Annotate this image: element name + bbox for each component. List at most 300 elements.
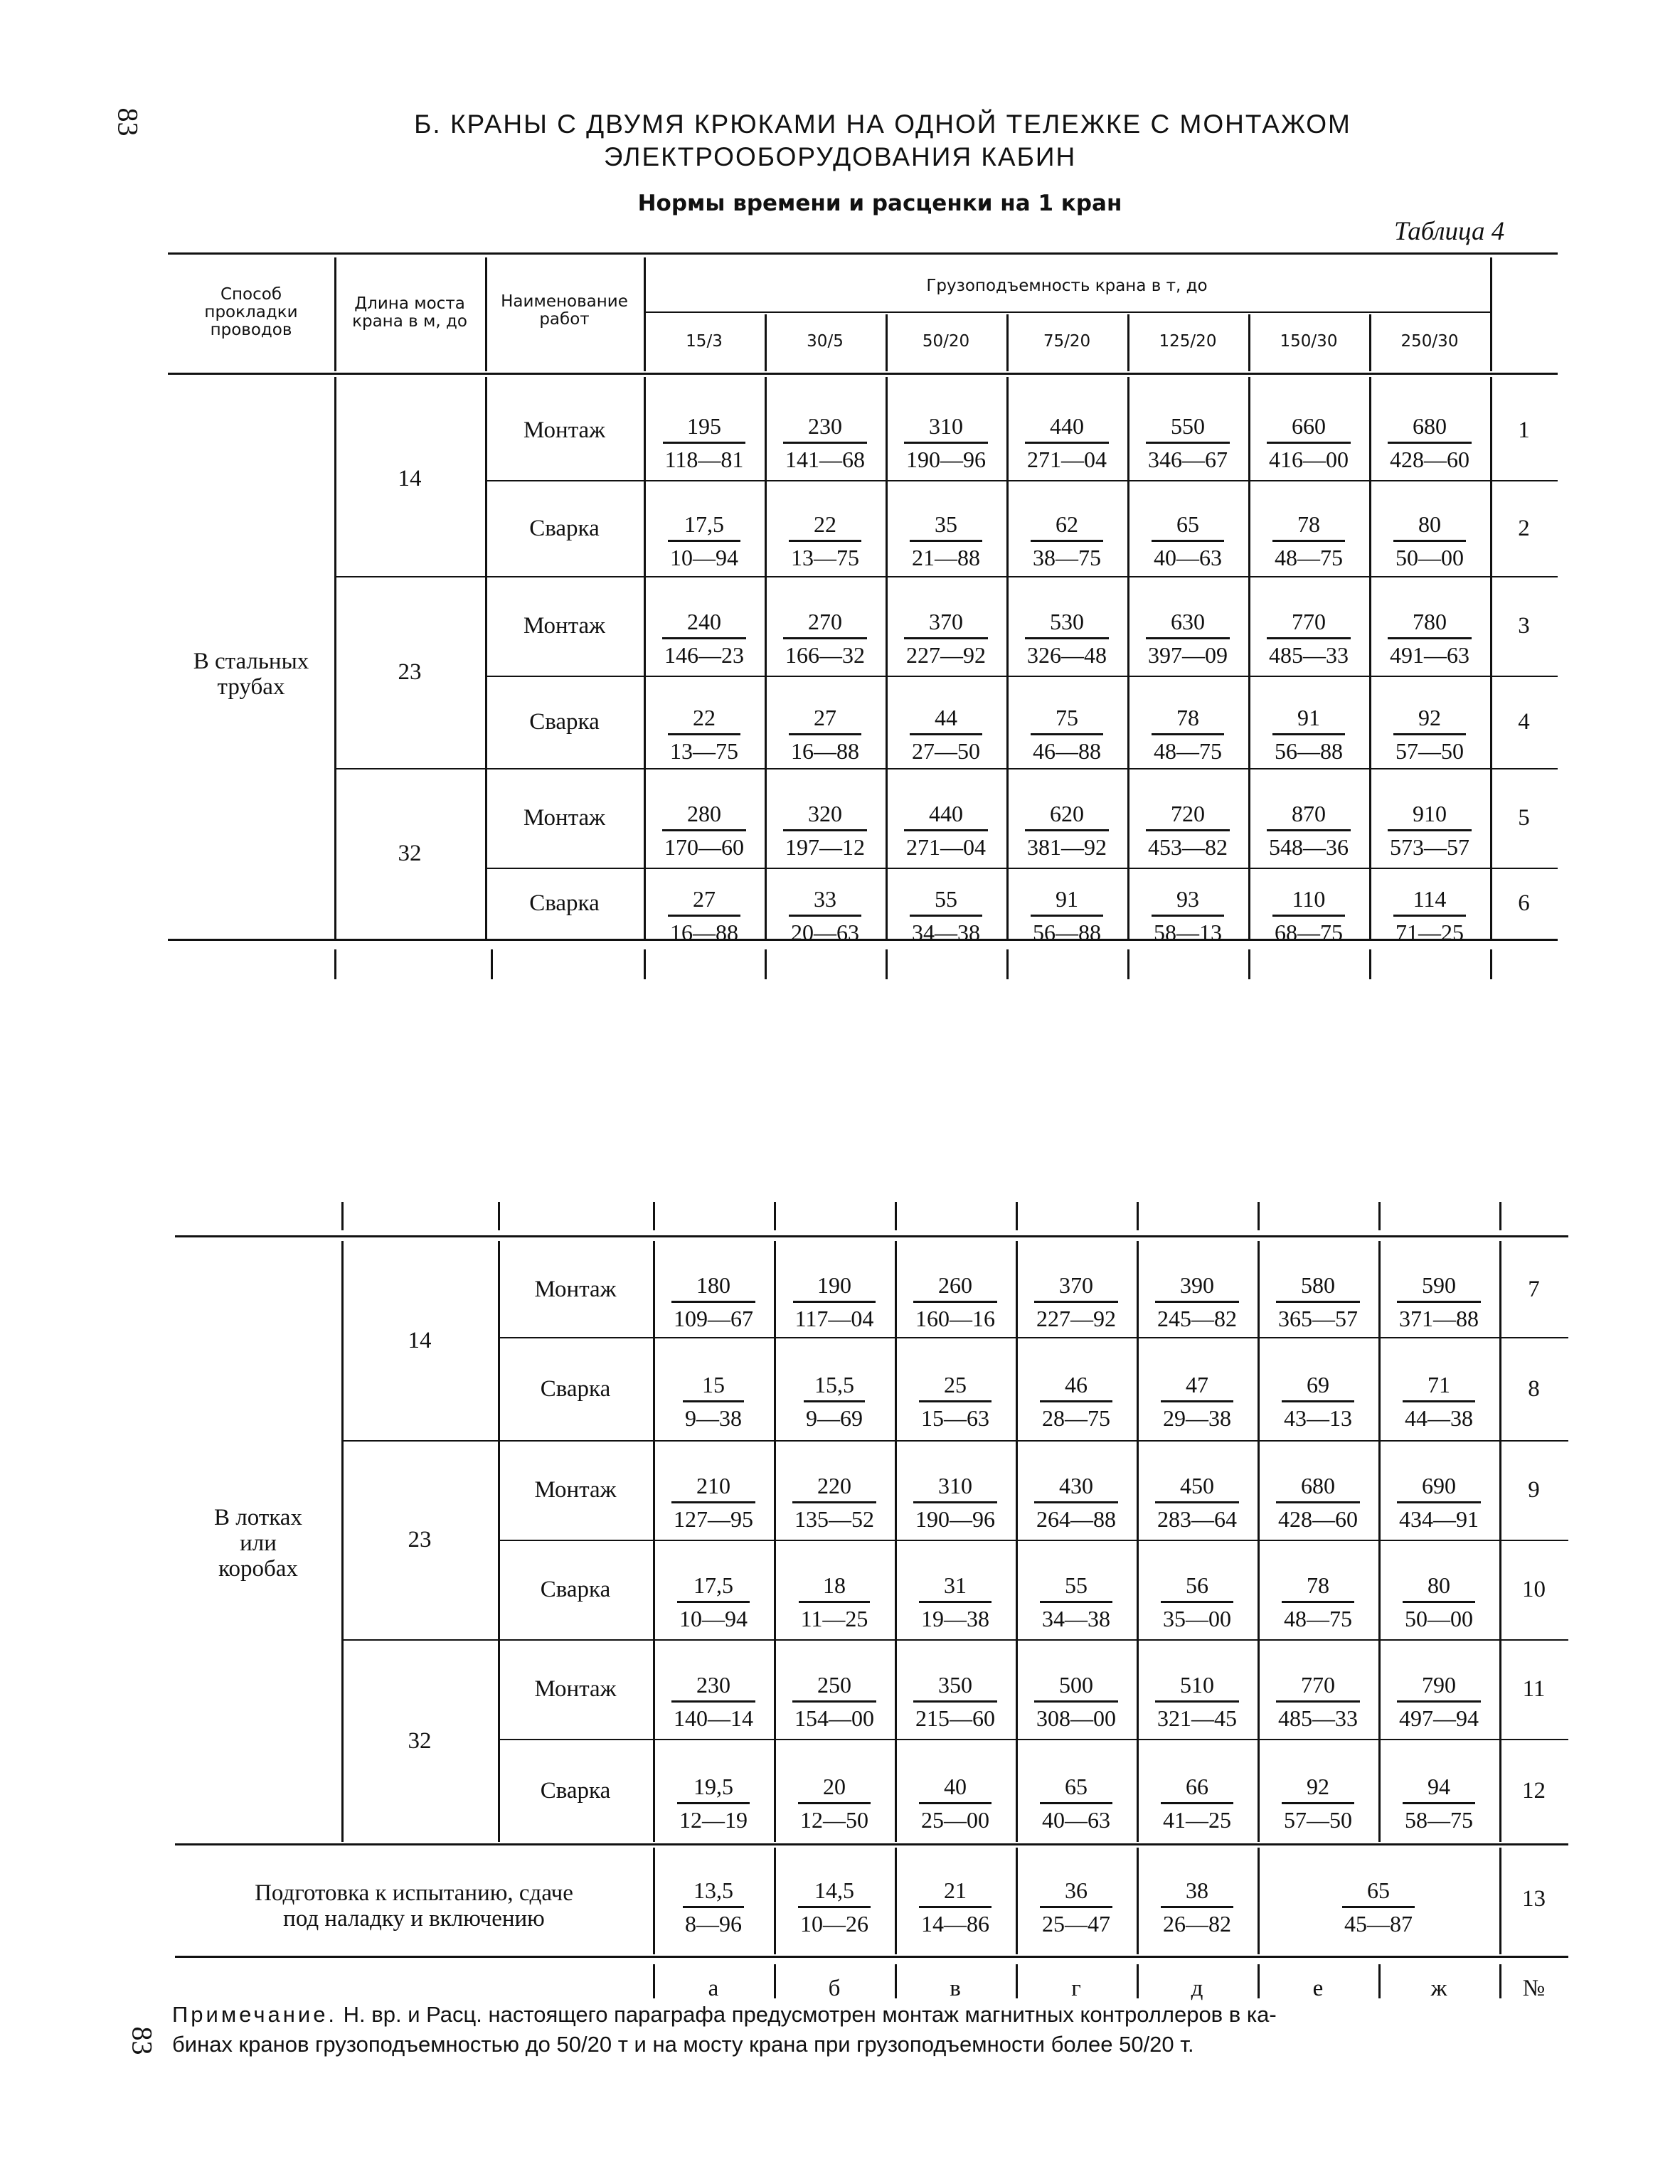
rule [644,949,646,979]
cell-rate: 573—57 [1388,829,1472,863]
rule [485,676,1558,677]
footnote-line1: Н. вр. и Расц. настоящего параграфа предусмотрен монтаж магнитных контроллеров в ка- [337,2002,1277,2027]
table-cell-merged [1258,1875,1499,1939]
cell-rate: 56—88 [1031,915,1103,948]
rule [1258,1964,1260,1998]
table-cell [886,606,1006,671]
table-cell [1378,1470,1499,1535]
cell-rate: 497—94 [1397,1700,1481,1734]
page-number-top: 83 [112,107,144,137]
table-cell [1137,1875,1258,1939]
cell-norm-time: 195 [687,413,721,439]
cell-rate: 485—33 [1267,637,1351,671]
table-cell [1016,1669,1137,1734]
table-cell [1248,798,1369,863]
rule [498,1739,1568,1740]
table-label: Таблица 4 [1394,217,1505,246]
table-cell [774,1771,895,1836]
cell-norm-time: 114 [1413,886,1447,912]
cell-rate: 485—33 [1276,1700,1360,1734]
column-letter: ж [1430,1976,1447,2001]
rule [653,1202,655,1230]
table-cell [653,1875,774,1939]
rule [1258,1202,1260,1230]
table-cell [1137,1470,1258,1535]
cell-rate: 13—75 [668,733,740,767]
cell-rate: 40—63 [1152,540,1224,573]
cell-rate: 160—16 [913,1301,997,1334]
row-number: 4 [1518,709,1530,735]
table-cell [1378,1669,1499,1734]
table-cell [774,1470,895,1535]
cell-rate: 26—82 [1161,1906,1233,1939]
cell-rate: 20—63 [789,915,861,948]
cell-rate: 140—14 [671,1700,755,1734]
cell-norm-time: 27 [693,886,716,912]
rule [1258,1241,1260,1842]
table-cell [1369,798,1490,863]
cell-rate: 46—88 [1031,733,1103,767]
rule [1378,1202,1381,1230]
table-cell [1248,702,1369,767]
header-capacity-4: 125/20 [1159,332,1217,351]
rule [491,949,493,979]
cell-norm-time: 680 [1301,1473,1335,1498]
cell-norm-time: 21 [944,1877,967,1903]
cell-rate: 381—92 [1025,829,1109,863]
cell-rate: 434—91 [1397,1501,1481,1535]
row-number: 5 [1518,805,1530,831]
cell-norm-time: 75 [1056,705,1078,730]
cell-norm-time: 260 [938,1272,972,1298]
cell-rate: 10—26 [798,1906,871,1939]
table-cell [774,1669,895,1734]
table-cell [1137,1369,1258,1434]
table-cell [644,508,765,573]
rule [334,768,1558,769]
cell-norm-time: 780 [1413,609,1447,634]
cell-norm-time: 910 [1413,801,1447,826]
cell-norm-time: 720 [1171,801,1205,826]
cell-norm-time: 78 [1176,705,1199,730]
cell-norm-time: 310 [929,413,963,439]
length-value: 23 [398,659,422,685]
cell-norm-time: 38 [1186,1877,1208,1903]
rule [1499,1202,1501,1230]
table-cell [895,1470,1016,1535]
table-cell [653,1369,774,1434]
rule [644,257,646,371]
cell-rate: 326—48 [1025,637,1109,671]
rule [895,1964,897,1998]
cell-rate: 12—50 [798,1802,871,1836]
cell-rate: 50—00 [1393,540,1466,573]
table-cell [653,1771,774,1836]
row-number: 13 [1522,1886,1546,1912]
page-title-line2: ЭЛЕКТРООБОРУДОВАНИЯ КАБИН [603,142,1077,171]
cell-norm-time: 15,5 [814,1371,854,1397]
cell-rate: 264—88 [1034,1501,1118,1535]
cell-rate: 416—00 [1267,442,1351,475]
cell-norm-time: 620 [1050,801,1084,826]
cell-rate: 34—38 [1040,1601,1112,1634]
table-cell [1248,410,1369,475]
rule [334,576,1558,577]
group-label: В стальных трубах [193,649,309,700]
cell-norm-time: 55 [1065,1572,1088,1598]
cell-rate: 43—13 [1282,1400,1354,1434]
cell-rate: 227—92 [1034,1301,1118,1334]
rule [1127,949,1129,979]
rule [895,1241,897,1842]
table-cell [1369,702,1490,767]
cell-norm-time: 440 [929,801,963,826]
cell-norm-time: 320 [808,801,842,826]
cell-norm-time: 230 [808,413,842,439]
cell-rate: 215—60 [913,1700,997,1734]
table-cell [644,798,765,863]
table-cell [1006,606,1127,671]
rule [1016,1848,1018,1954]
work-name: Монтаж [523,613,605,639]
rule [1016,1964,1018,1998]
cell-norm-time: 14,5 [814,1877,854,1903]
cell-rate: 25—47 [1040,1906,1112,1939]
table-cell [1016,1369,1137,1434]
row-number: 6 [1518,890,1530,916]
cell-norm-time: 770 [1301,1672,1335,1698]
table-cell [1006,702,1127,767]
table-cell [1016,1570,1137,1634]
cell-rate: 245—82 [1155,1301,1239,1334]
cell-rate: 13—75 [789,540,861,573]
footnote-line2: бинах кранов грузоподъемностью до 50/20 т и на мосту крана при грузоподъемности более 50/20 т. [172,2032,1194,2057]
work-name: Монтаж [534,1477,617,1503]
table-cell [886,702,1006,767]
cell-norm-time: 18 [823,1572,846,1598]
cell-norm-time: 35 [935,511,957,537]
table-cell [1258,1570,1378,1634]
table-cell [1006,410,1127,475]
table-cell [1016,1470,1137,1535]
cell-norm-time: 690 [1422,1473,1456,1498]
header-work: Наименование работ [501,292,628,329]
cell-rate: 127—95 [671,1501,755,1535]
length-value: 14 [408,1328,432,1353]
cell-rate: 283—64 [1155,1501,1239,1535]
table-cell [765,798,886,863]
cell-norm-time: 13,5 [693,1877,733,1903]
rule [774,1202,776,1230]
rule [334,377,336,939]
row-number: 12 [1522,1777,1546,1804]
cell-rate: 10—94 [677,1601,750,1634]
cell-norm-time: 15 [702,1371,725,1397]
row-number: 11 [1522,1676,1546,1702]
cell-rate: 57—50 [1393,733,1466,767]
table-cell [1006,798,1127,863]
cell-norm-time: 65 [1065,1773,1088,1799]
header-length: Длина моста крана в м, до [352,294,467,331]
rule [168,373,1558,375]
cell-rate: 58—75 [1403,1802,1475,1836]
rule [1006,377,1009,939]
table-cell [895,1369,1016,1434]
table-cell [774,1570,895,1634]
cell-rate: 109—67 [671,1301,755,1334]
cell-norm-time: 550 [1171,413,1205,439]
cell-norm-time: 92 [1418,705,1441,730]
rule [175,1956,1568,1958]
cell-rate: 135—52 [792,1501,876,1535]
header-capacity-1: 30/5 [807,332,844,351]
table-cell [1258,1669,1378,1734]
cell-rate: 321—45 [1155,1700,1239,1734]
cell-rate: 40—63 [1040,1802,1112,1836]
cell-norm-time: 91 [1056,886,1078,912]
cell-norm-time: 180 [696,1272,730,1298]
page-number-bottom: 83 [126,2026,159,2055]
cell-norm-time: 22 [814,511,836,537]
cell-norm-time: 790 [1422,1672,1456,1698]
cell-rate: 35—00 [1161,1601,1233,1634]
table-cell [1137,1771,1258,1836]
cell-rate: 491—63 [1388,637,1472,671]
cell-norm-time: 370 [929,609,963,634]
cell-norm-time: 390 [1180,1272,1214,1298]
table-cell [1369,410,1490,475]
cell-norm-time: 94 [1428,1773,1450,1799]
cell-norm-time: 69 [1307,1371,1329,1397]
rule [895,1202,897,1230]
cell-norm-time: 630 [1171,609,1205,634]
rule [653,1848,655,1954]
footnote [172,2000,1595,2060]
footnote-prefix: Примечание. [172,2002,338,2027]
header-capacity: Грузоподъемность крана в т, до [926,277,1208,295]
cell-norm-time: 20 [823,1773,846,1799]
table-cell [1258,1269,1378,1334]
work-name: Сварка [540,1577,611,1602]
rule [341,1440,1568,1442]
cell-norm-time: 17,5 [693,1572,733,1598]
rule [498,1202,500,1230]
table-cell [765,606,886,671]
rule [1016,1202,1018,1230]
row-number: 1 [1518,417,1530,443]
length-value: 23 [408,1527,432,1552]
cell-rate: 25—00 [919,1802,991,1836]
cell-rate: 197—12 [783,829,867,863]
cell-rate: 10—94 [668,540,740,573]
table-cell [1127,606,1248,671]
column-letter: в [950,1976,961,2001]
cell-norm-time: 190 [817,1272,851,1298]
rule [1490,949,1492,979]
rule [1258,1848,1260,1954]
cell-rate: 45—87 [1342,1906,1415,1939]
cell-rate: 48—75 [1272,540,1345,573]
rule [485,377,487,939]
cell-norm-time: 17,5 [684,511,724,537]
rule [895,1848,897,1954]
cell-rate: 50—00 [1403,1601,1475,1634]
cell-norm-time: 65 [1367,1877,1390,1903]
cell-rate: 170—60 [662,829,746,863]
table-cell [1137,1570,1258,1634]
rule [498,1241,500,1842]
cell-norm-time: 80 [1418,511,1441,537]
table-cell [653,1269,774,1334]
cell-norm-time: 92 [1307,1773,1329,1799]
page-title-line1: Б. КРАНЫ С ДВУМЯ КРЮКАМИ НА ОДНОЙ ТЕЛЕЖКЕ С МОНТАЖОМ [414,110,1351,139]
table-cell [1127,410,1248,475]
cell-norm-time: 440 [1050,413,1084,439]
table-cell [1258,1369,1378,1434]
cell-rate: 118—81 [663,442,746,475]
table-cell [1378,1771,1499,1836]
table-cell [1016,1875,1137,1939]
rule [498,1337,1568,1338]
column-letter: д [1191,1976,1203,2001]
rule [168,252,1558,255]
cell-norm-time: 510 [1180,1672,1214,1698]
table-cell [1016,1771,1137,1836]
rule [1248,949,1250,979]
cell-norm-time: 25 [944,1371,967,1397]
work-name: Сварка [540,1375,611,1402]
table-cell [644,606,765,671]
cell-norm-time: 44 [935,705,957,730]
cell-rate: 166—32 [783,637,867,671]
table-cell [1016,1269,1137,1334]
table-cell [765,508,886,573]
table-cell [895,1570,1016,1634]
cell-rate: 57—50 [1282,1802,1354,1836]
rule [1490,257,1492,371]
length-value: 32 [408,1727,432,1754]
cell-rate: 29—38 [1161,1400,1233,1434]
cell-rate: 38—75 [1031,540,1103,573]
cell-norm-time: 310 [938,1473,972,1498]
rule [1016,1241,1018,1842]
cell-norm-time: 40 [944,1773,967,1799]
table-cell [774,1269,895,1334]
table-cell [774,1369,895,1434]
cell-norm-time: 36 [1065,1877,1088,1903]
cell-rate: 428—60 [1276,1501,1360,1535]
cell-norm-time: 62 [1056,511,1078,537]
cell-norm-time: 55 [935,886,957,912]
cell-norm-time: 280 [687,801,721,826]
cell-rate: 8—96 [683,1906,744,1939]
cell-rate: 11—25 [799,1601,871,1634]
cell-rate: 41—25 [1161,1802,1233,1836]
cell-rate: 346—67 [1146,442,1230,475]
row-number: 10 [1522,1577,1546,1602]
cell-rate: 28—75 [1040,1400,1112,1434]
cell-rate: 68—75 [1272,915,1345,948]
cell-rate: 117—04 [793,1301,876,1334]
cell-rate: 71—25 [1393,915,1466,948]
rule [1248,377,1250,939]
cell-rate: 15—63 [919,1400,991,1434]
rule [175,1843,1568,1845]
rule [774,1848,776,1954]
cell-rate: 371—88 [1397,1301,1481,1334]
cell-rate: 190—96 [904,442,988,475]
table-cell [765,410,886,475]
work-name: Сварка [529,890,600,916]
cell-norm-time: 22 [693,705,716,730]
cell-rate: 365—57 [1276,1301,1360,1334]
length-value: 32 [398,841,422,866]
cell-norm-time: 770 [1292,609,1326,634]
rule [765,377,767,939]
rule [168,939,1558,941]
rule [653,1964,655,1998]
table-cell [1378,1369,1499,1434]
cell-rate: 154—00 [792,1700,876,1734]
cell-norm-time: 56 [1186,1572,1208,1598]
table-cell [774,1875,895,1939]
cell-norm-time: 78 [1297,511,1320,537]
table-cell [895,1875,1016,1939]
cell-rate: 453—82 [1146,829,1230,863]
table-cell [1248,606,1369,671]
cell-norm-time: 270 [808,609,842,634]
rule [175,1235,1568,1237]
table-cell [1369,606,1490,671]
rule [334,949,336,979]
rule [1137,1202,1139,1230]
header-capacity-5: 150/30 [1280,332,1338,351]
work-name: Монтаж [523,417,605,443]
cell-norm-time: 33 [814,886,836,912]
cell-rate: 16—88 [789,733,861,767]
cell-rate: 227—92 [904,637,988,671]
table-cell [653,1669,774,1734]
work-name: Монтаж [523,805,605,831]
rule [485,868,1558,869]
cell-norm-time: 65 [1176,511,1199,537]
cell-norm-time: 66 [1186,1773,1208,1799]
cell-norm-time: 220 [817,1473,851,1498]
cell-rate: 146—23 [662,637,746,671]
rule [1369,949,1371,979]
rule [653,1241,655,1842]
rule [1499,1241,1501,1842]
cell-norm-time: 31 [944,1572,967,1598]
cell-norm-time: 210 [696,1473,730,1498]
table-cell [1258,1771,1378,1836]
cell-norm-time: 580 [1301,1272,1335,1298]
table-cell [1137,1669,1258,1734]
cell-rate: 271—04 [904,829,988,863]
table-cell [1378,1570,1499,1634]
page-subtitle: Нормы времени и расценки на 1 кран [637,191,1122,216]
table-cell [886,508,1006,573]
cell-rate: 19—38 [919,1601,991,1634]
rule [644,377,646,939]
table-cell [1378,1269,1499,1334]
cell-rate: 308—00 [1034,1700,1118,1734]
column-letter: г [1071,1976,1081,2001]
table-cell [1248,508,1369,573]
row-number: 8 [1528,1375,1540,1402]
rule [485,480,1558,481]
rule [341,1639,1568,1641]
